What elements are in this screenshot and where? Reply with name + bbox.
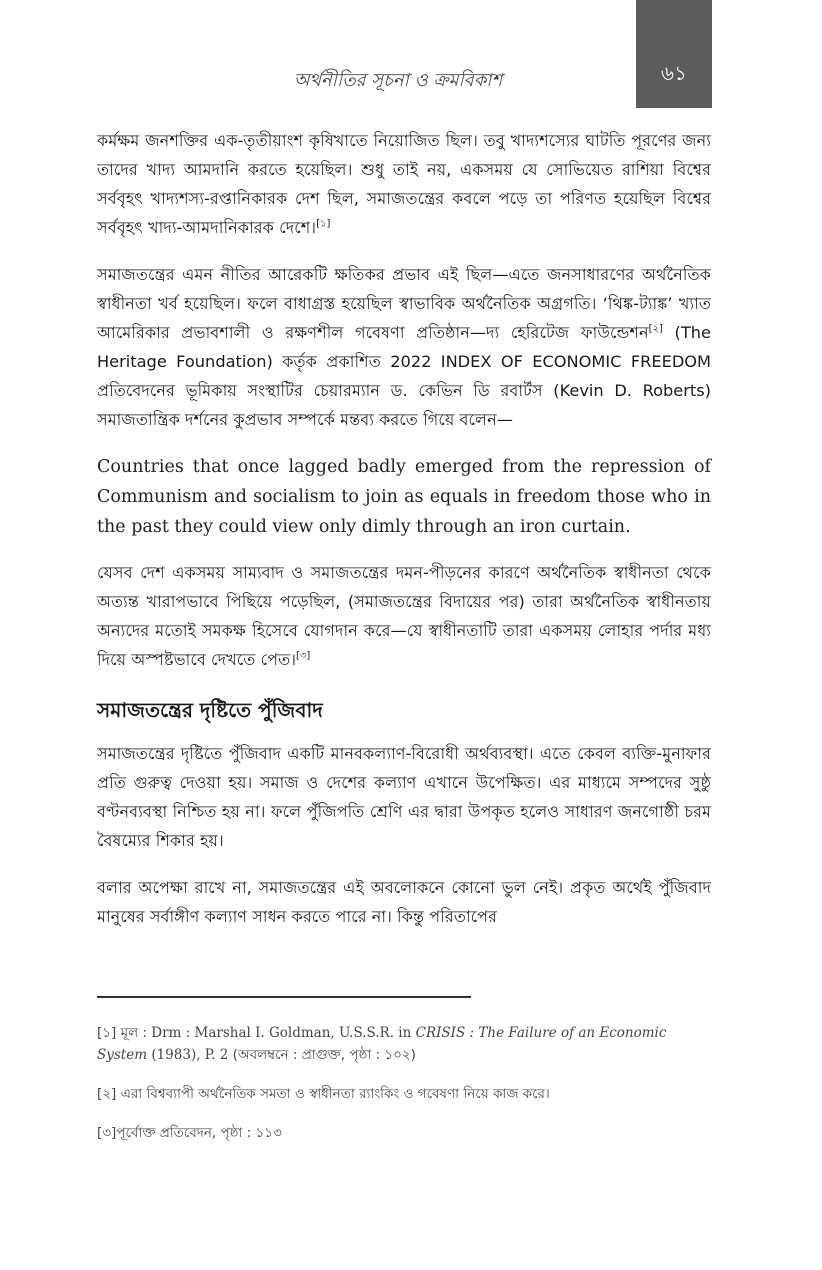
footnotes (97, 1022, 717, 1161)
footnote-ref-1[interactable]: [১] (316, 218, 331, 230)
footnote-1 (97, 1022, 717, 1066)
footnote-1-source: Drm : Marshal I. Goldman, U.S.S.R. in (151, 1025, 416, 1041)
footnote-1-title: CRISIS : The Failure of an Economic System (97, 1025, 667, 1063)
paragraph-4: সমাজতন্ত্রের দৃষ্টিতে পুঁজিবাদ একটি মানবকল্যাণ-বিরোধী অর্থব্যবস্থা। এতে কেবল ব্যক্তি-মুনাফার প্রতি গুরুত্ব দেওয়া হয়। সমাজ ও দেশের কল্যাণ এখানে উপেক্ষিত। এর মাধ্যমে সম্পদের সুষ্ঠু বণ্টনব্যবস্থা নিশ্চিত হয় না। ফলে পুঁজিপতি শ্রেণি এর দ্বারা উপকৃত হলেও সাধারণ জনগোষ্ঠী চরম বৈষম্যের শিকার হয়। (97, 744, 711, 850)
footnote-divider (97, 996, 471, 998)
footnote-1-year: (1983), P. 2 (147, 1047, 233, 1063)
paragraph-1 (97, 126, 711, 242)
footnote-3: [৩]পূর্বোক্ত প্রতিবেদন, পৃষ্ঠা : ১১৩ (97, 1125, 282, 1141)
paragraph-2 (97, 260, 711, 434)
section-heading: সমাজতন্ত্রের দৃষ্টিতে পুঁজিবাদ (97, 698, 323, 722)
paragraph-5: বলার অপেক্ষা রাখে না, সমাজতন্ত্রের এই অবলোকনে কোনো ভুল নেই। প্রকৃত অর্থেই পুঁজিবাদ মানুষের সর্বাঙ্গীণ কল্যাণ সাধন করতে পারে না। কিন্তু পরিতাপের (97, 878, 711, 926)
paragraph-1-text: কর্মক্ষম জনশক্তির এক-তৃতীয়াংশ কৃষিখাতে নিয়োজিত ছিল। তবু খাদ্যশস্যের ঘাটতি পূরণের জন্য তাদের খাদ্য আমদানি করতে হয়েছিল। শুধু তাই নয়, একসময় যে সোভিয়েত রাশিয়া বিশ্বের সর্ববৃহৎ খাদ্যশস্য-রপ্তানিকারক দেশ ছিল, সমাজতন্ত্রের কবলে পড়ে তা পরিণত হয়েছিল বিশ্বের সর্ববৃহৎ খাদ্য-আমদানিকারক দেশে। (97, 131, 711, 237)
running-head (0, 58, 636, 104)
paragraph-3-text: যেসব দেশ একসময় সাম্যবাদ ও সমাজতন্ত্রের দমন-পীড়নের কারণে অর্থনৈতিক স্বাধীনতা থেকে অত্যন্ত খারাপভাবে পিছিয়ে পড়েছিল, (সমাজতন্ত্রের বিদায়ের পর) তারা অর্থনৈতিক স্বাধীনতায় অন্যদের মতোই সমকক্ষ হিসেবে যোগদান করে—যে স্বাধীনতাটি তারা একসময় লোহার পর্দার মধ্য দিয়ে অস্পষ্টভাবে দেখতে পেত। (97, 563, 711, 669)
footnote-2: [২] এরা বিশ্বব্যাপী অর্থনৈতিক সমতা ও স্বাধীনতা র‍্যাংকিং ও গবেষণা নিয়ে কাজ করে। (97, 1086, 550, 1102)
english-quote: Countries that once lagged badly emerged from the repression of Communism and socialism to join as equals in freedom those who in the past they could view only dimly through an iron curtain. (97, 457, 711, 537)
footnote-ref-3[interactable]: [৩] (296, 650, 311, 662)
footnote-1-marker: [১] মূল : (97, 1025, 152, 1041)
page-number: ৬১ (661, 61, 687, 85)
footnote-ref-2[interactable]: [২] (648, 323, 663, 335)
paragraph-2-text-a: সমাজতন্ত্রের এমন নীতির আরেকটি ক্ষতিকর প্রভাব এই ছিল—এতে জনসাধারণের অর্থনৈতিক স্বাধীনতা খর্ব হয়েছিল। ফলে বাধাগ্রস্ত হয়েছিল স্বাভাবিক অর্থনৈতিক অগ্রগতি। ‘থিঙ্ক-ট্যাঙ্ক’ খ্যাত আমেরিকার প্রভাবশালী ও রক্ষণশীল গবেষণা প্রতিষ্ঠান—দ্য হেরিটেজ ফাউন্ডেশন (97, 265, 711, 342)
paragraph-3 (97, 558, 711, 674)
running-title: অর্থনীতির সূচনা ও ক্রমবিকাশ (293, 69, 503, 91)
page-number-tab (636, 0, 712, 108)
page-content (97, 126, 711, 949)
paragraph-2-text-b: (The Heritage Foundation) কর্তৃক প্রকাশিত 2022 INDEX OF ECONOMIC FREEDOM প্রতিবেদনের ভূমিকায় সংস্থাটির চেয়ারম্যান ড. কেভিন ডি রবার্টস (Kevin D. Roberts) সমাজতান্ত্রিক দর্শনের কুপ্রভাব সম্পর্কে মন্তব্য করতে গিয়ে বলেন— (97, 323, 711, 429)
footnote-1-tail: (অবলম্বনে : প্রাগুক্ত, পৃষ্ঠা : ১০২) (232, 1047, 416, 1063)
